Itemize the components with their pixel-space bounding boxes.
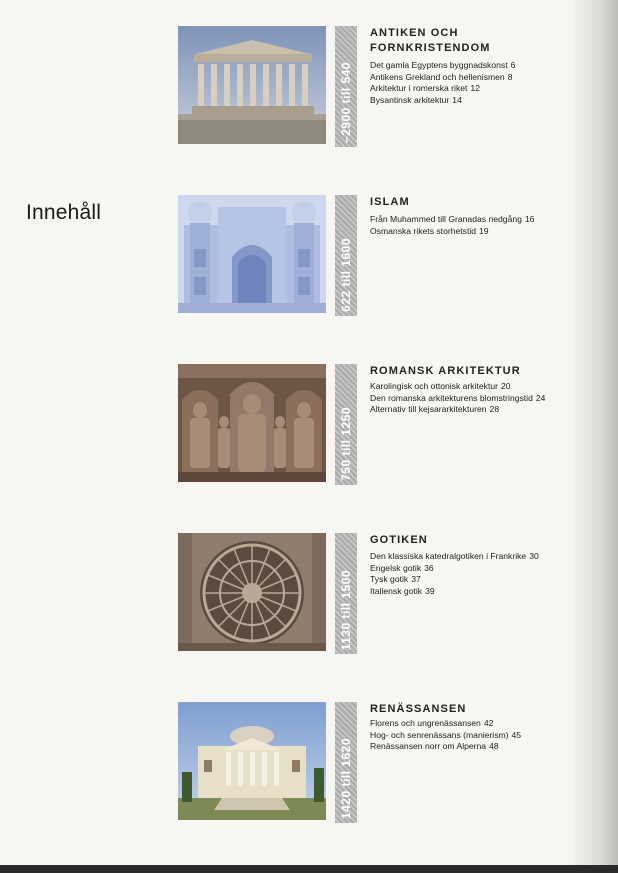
parthenon-photo: [178, 26, 326, 144]
entry-list: [370, 718, 585, 753]
list-item: Italiensk gotik 39: [370, 585, 435, 596]
list-item: Alternativ till kejsararkitekturen 28: [370, 404, 500, 415]
list-item: Bysantinsk arkitektur 14: [370, 94, 462, 105]
section-heading: ISLAM: [370, 196, 410, 208]
section-heading: GOTIKEN: [370, 534, 428, 546]
list-item: Tysk gotik 37: [370, 574, 421, 585]
era-label: 622 till 1600: [339, 238, 353, 312]
list-item: Från Muhammed till Granadas nedgång 16: [370, 214, 535, 224]
era-label: 1130 till 1500: [339, 569, 353, 650]
section-heading: ROMANSK ARKITEKTUR: [370, 365, 521, 377]
era-label: –2900 till 540: [339, 61, 353, 143]
list-item: Den romanska arkitekturens blomstringstid 24: [370, 392, 546, 403]
toc-section-renassans: [0, 702, 618, 832]
page-bottom-edge: [0, 865, 618, 873]
list-item: Den klassiska katedralgotiken i Frankrike 30: [370, 551, 539, 561]
era-label: 1420 till 1620: [339, 737, 353, 819]
list-item: Arkitektur i romerska riket 12: [370, 83, 480, 94]
romanesque-relief-photo: [178, 364, 326, 482]
list-item: Hog- och senrenässans (manierism) 45: [370, 729, 522, 740]
section-heading: RENÄSSANSEN: [370, 703, 467, 715]
entry-list: [370, 381, 585, 416]
toc-section-romansk: [0, 364, 618, 494]
list-item: Engelsk gotik 36: [370, 562, 434, 573]
era-bar: [335, 702, 357, 823]
entry-list: [370, 60, 585, 106]
entry-list: [370, 214, 585, 237]
era-bar: [335, 533, 357, 654]
list-item: Florens och ungrenässansen 42: [370, 718, 494, 728]
era-bar: [335, 364, 357, 485]
list-item: Renässansen norr om Alperna 48: [370, 741, 499, 752]
era-bar: [335, 26, 357, 147]
section-heading: ANTIKEN OCH FORNKRISTENDOM: [370, 27, 491, 54]
list-item: Karolingisk och ottonisk arkitektur 20: [370, 381, 511, 391]
entry-list: [370, 551, 585, 597]
toc-section-gotik: [0, 533, 618, 663]
era-bar: [335, 195, 357, 316]
toc-section-antiken: [0, 26, 618, 156]
list-item: Antikens Grekland och hellenismen 8: [370, 71, 513, 82]
era-label: 750 till 1250: [339, 407, 353, 481]
taj-mahal-photo: [178, 195, 326, 313]
rose-window-photo: [178, 533, 326, 651]
toc-section-islam: [0, 195, 618, 325]
villa-rotonda-photo: [178, 702, 326, 820]
list-item: Osmanska rikets storhetstid 19: [370, 225, 489, 236]
list-item: Det gamla Egyptens byggnadskonst 6: [370, 60, 516, 70]
page-title: Innehåll: [26, 201, 102, 225]
